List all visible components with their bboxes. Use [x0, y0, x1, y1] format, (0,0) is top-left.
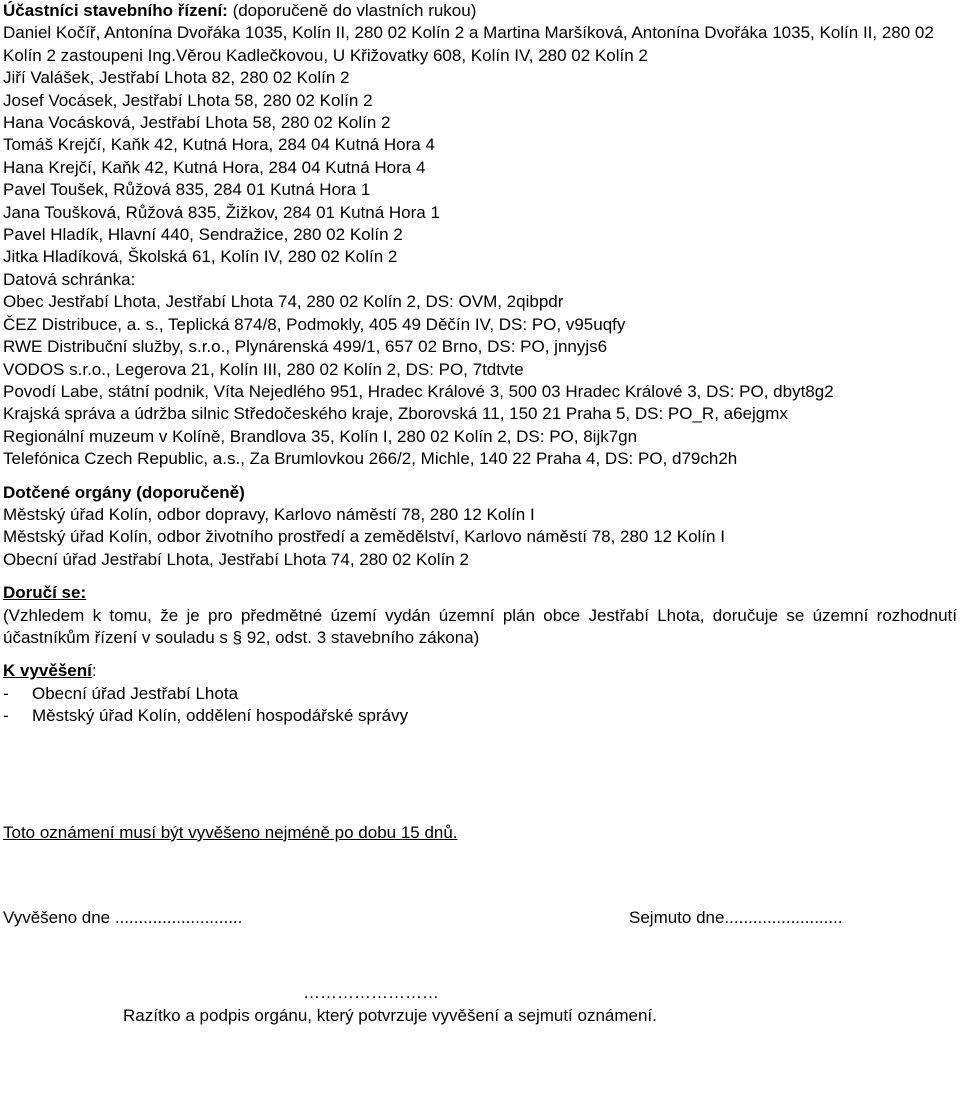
- participants-heading: Účastníci stavebního řízení:: [3, 1, 228, 20]
- posted-date-label: Vyvěšeno dne ...........................: [3, 908, 243, 927]
- affected-line: Obecní úřad Jestřabí Lhota, Jestřabí Lhota 74, 280 02 Kolín 2: [3, 549, 469, 569]
- posting-item: [3, 683, 957, 705]
- participant-line: Telefónica Czech Republic, a.s., Za Brumlovkou 266/2, Michle, 140 22 Praha 4, DS: PO, d79ch2h: [3, 449, 738, 469]
- posting-item-text: Obecní úřad Jestřabí Lhota: [32, 683, 239, 703]
- affected-heading: Dotčené orgány (doporučeně): [3, 482, 245, 502]
- participant-line: Daniel Kočíř, Antonína Dvořáka 1035, Kolín II, 280 02 Kolín 2 a Martina Maršíková, Antonína Dvořáka 1035, Kolín II, 280 02 Kolín 2 zastoupeni Ing.Věrou Kadlečkovou, U Křižovatky 608, Kolín IV, 280 02 Kolín 2: [3, 23, 934, 65]
- participant-line: Jiří Valášek, Jestřabí Lhota 82, 280 02 Kolín 2: [3, 68, 350, 88]
- participant-line: ČEZ Distribuce, a. s., Teplická 874/8, Podmokly, 405 49 Děčín IV, DS: PO, v95uqfy: [3, 314, 626, 334]
- participant-line: Jitka Hladíková, Školská 61, Kolín IV, 280 02 Kolín 2: [3, 247, 398, 267]
- participant-line: Pavel Hladík, Hlavní 440, Sendražice, 280 02 Kolín 2: [3, 225, 403, 245]
- participant-line: Povodí Labe, státní podnik, Víta Nejedlého 951, Hradec Králové 3, 500 03 Hradec Králové 3, DS: PO, dbyt8g2: [3, 381, 834, 401]
- signature-caption: Razítko a podpis orgánu, který potvrzuje vyvěšení a sejmutí oznámení.: [123, 1005, 657, 1025]
- participant-line: Josef Vocásek, Jestřabí Lhota 58, 280 02 Kolín 2: [3, 90, 373, 110]
- list-dash: -: [3, 683, 9, 703]
- signature-dots: ……………………: [303, 983, 439, 1003]
- participant-line: Jana Toušková, Růžová 835, Žižkov, 284 01 Kutná Hora 1: [3, 202, 440, 222]
- participant-line: Hana Vocásková, Jestřabí Lhota 58, 280 02 Kolín 2: [3, 113, 391, 133]
- participant-line: Pavel Toušek, Růžová 835, 284 01 Kutná Hora 1: [3, 180, 371, 200]
- participants-heading-line: [3, 0, 957, 22]
- affected-line: Městský úřad Kolín, odbor dopravy, Karlovo náměstí 78, 280 12 Kolín I: [3, 504, 535, 524]
- posting-dates-row: [3, 908, 957, 930]
- posting-item-text: Městský úřad Kolín, oddělení hospodářské správy: [32, 706, 409, 726]
- posting-heading-line: [3, 660, 957, 682]
- data-box-label: Datová schránka:: [3, 269, 136, 289]
- participant-line: Obec Jestřabí Lhota, Jestřabí Lhota 74, 280 02 Kolín 2, DS: OVM, 2qibpdr: [3, 292, 564, 312]
- participant-line: Krajská správa a údržba silnic Středočeského kraje, Zborovská 11, 150 21 Praha 5, DS: PO_R, a6ejgmx: [3, 404, 788, 424]
- participant-line: Hana Krejčí, Kaňk 42, Kutná Hora, 284 04 Kutná Hora 4: [3, 157, 426, 177]
- affected-line: Městský úřad Kolín, odbor životního prostředí a zemědělství, Karlovo náměstí 78, 280 12 Kolín I: [3, 527, 725, 547]
- posting-heading-suffix: :: [91, 661, 97, 681]
- notice-text: Toto oznámení musí být vyvěšeno nejméně po dobu 15 dnů.: [3, 822, 458, 842]
- delivery-heading: Doručí se:: [3, 583, 87, 603]
- delivery-text: (Vzhledem k tomu, že je pro předmětné území vydán územní plán obce Jestřabí Lhota, doručuje se územní rozhodnutí účastníkům řízení v souladu s § 92, odst. 3 stavebního zákona): [3, 605, 957, 647]
- participant-line: Regionální muzeum v Kolíně, Brandlova 35, Kolín I, 280 02 Kolín 2, DS: PO, 8ijk7gn: [3, 426, 638, 446]
- posting-heading: K vyvěšení: [3, 661, 92, 681]
- posting-item: [3, 705, 957, 727]
- participants-heading-note: (doporučeně do vlastních rukou): [227, 1, 477, 20]
- list-dash: -: [3, 706, 9, 726]
- participant-line: RWE Distribuční služby, s.r.o., Plynárenská 499/1, 657 02 Brno, DS: PO, jnnyjs6: [3, 337, 608, 357]
- participant-line: Tomáš Krejčí, Kaňk 42, Kutná Hora, 284 04 Kutná Hora 4: [3, 135, 435, 155]
- participant-line: VODOS s.r.o., Legerova 21, Kolín III, 280 02 Kolín 2, DS: PO, 7tdtvte: [3, 359, 524, 379]
- document-page: [3, 0, 957, 1027]
- removed-date-label: Sejmuto dne.........................: [629, 908, 843, 927]
